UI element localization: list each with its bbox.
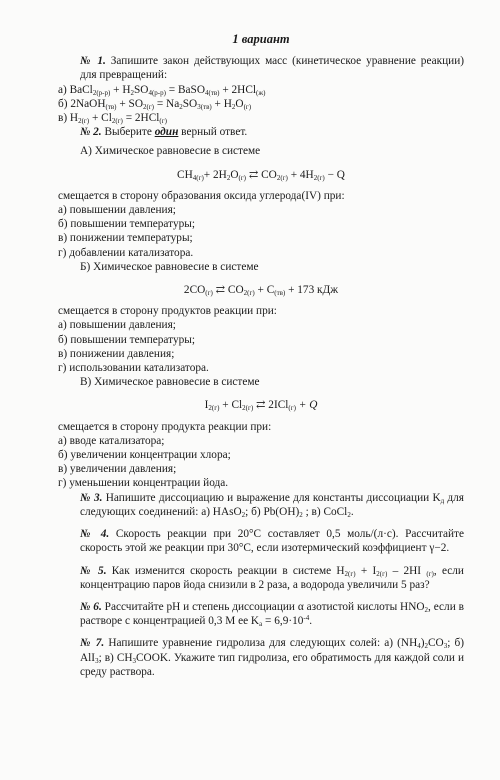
- part-b-option: г) использовании катализатора.: [58, 362, 209, 375]
- task-7-prompt: № 7. Напишите уравнение гидролиза для следующих солей: а) $(NH_4)_2CO_3$; б) AlI$_3$; в) $CH_3COOK$. Укажите тип гидролиза, его обратимость для каждой соли и среду раствора.: [80, 637, 465, 678]
- part-b-question: смещается в сторону продуктов реакции при:: [58, 305, 277, 318]
- part-v-option: г) уменьшении концентрации йода.: [58, 477, 229, 490]
- task-2-prompt: № 2. Выберите один верный ответ.: [80, 126, 248, 139]
- task-1-reaction-a: а) BaCl$_{2(р-р)}$ + $H_2SO_{4(р-р)}$ = BaSO$_{4(тв)}$ + 2HCl$_{(ж)}$: [58, 83, 266, 97]
- part-b-equation: $2CO_{(г)}$ ⇄ $CO_{2(г)} + C_{(тв)} + 173$ кДж: [183, 284, 339, 298]
- part-v-option: а) вводе катализатора;: [58, 434, 165, 447]
- part-v-question: смещается в сторону продукта реакции при:: [58, 420, 272, 433]
- part-a-option: в) понижении температуры;: [58, 232, 193, 245]
- task-1-text: Запишите закон действующих масс (кинетическое уравнение реакции) для превращений:: [80, 55, 464, 82]
- part-b-option: б) повышении температуры;: [58, 333, 195, 346]
- part-v-option: в) увеличении давления;: [58, 463, 177, 476]
- task-7-number: № 7.: [80, 637, 105, 650]
- part-a-question: смещается в сторону образования оксида углерода(IV) при:: [58, 189, 345, 202]
- task-2-number: № 2.: [80, 126, 102, 139]
- part-a-option: г) добавлении катализатора.: [58, 246, 194, 259]
- part-v-equation: $I_{2(г)} + Cl_{2(г)}$ ⇄ 2ICl$_{(г)}$ + Q: [204, 399, 318, 413]
- task-3-number: № 3.: [80, 491, 103, 504]
- part-a-heading: А) Химическое равновесие в системе: [80, 145, 261, 158]
- task-1-reaction-c: в) $H_{2(г)} + Cl_{2(г)} = 2HCl_{(г)}$: [58, 112, 167, 126]
- task-6-number: № 6.: [80, 600, 102, 613]
- part-a-option: б) повышении температуры;: [58, 218, 195, 231]
- part-v-heading: В) Химическое равновесие в системе: [80, 376, 260, 389]
- task-1-number: № 1.: [80, 55, 106, 68]
- part-a-equation: $CH_{4(г)}+ 2H_2O_{(г)}$ ⇄ $CO_{2(г)} + 4H_{2(г)} - Q$: [177, 168, 345, 182]
- task-6-prompt: № 6. Рассчитайте pH и степень диссоциации α азотистой кислоты $HNO_2$, если в растворе с концентрацией 0,3 М ее $K_а = 6,9\cdot 10^{-4}$.: [80, 600, 464, 629]
- task-2-emphasis: один: [154, 126, 179, 139]
- part-a-option: а) повышении давления;: [58, 204, 176, 217]
- part-b-heading: Б) Химическое равновесие в системе: [80, 260, 259, 273]
- part-v-option: б) увеличении концентрации хлора;: [58, 449, 231, 462]
- page-title: 1 вариант: [232, 32, 290, 46]
- task-3-prompt: № 3. Напишите диссоциацию и выражение для константы диссоциации $K_д$ для следующих соединений: а) HAsO$_2$; б) $Pb(OH)_2$ ; в) CoCl$_2$.: [80, 491, 465, 519]
- task-1-prompt: [58, 54, 464, 82]
- part-b-option: а) повышении давления;: [58, 319, 176, 332]
- task-5-prompt: № 5. Как изменится скорость реакции в системе $H_{2(г)} + I_{2(г)} - 2HI$ $_{(г)}$, если концентрацию паров йода снизили в 2 раза, а водорода увеличили 5 раз?: [80, 564, 464, 591]
- task-1-reaction-b: б) 2NaOH$_{(тв)}$ + $SO_{2(г)} = Na_2SO_{3(тв)} + H_2O_{(г)}$: [58, 97, 252, 111]
- part-b-option: в) понижении давления;: [58, 347, 175, 360]
- task-4-number: № 4.: [80, 528, 110, 541]
- task-5-number: № 5.: [80, 564, 107, 577]
- task-4-prompt: № 4. Скорость реакции при 20°С составляет 0,5 моль/(л·с). Рассчитайте скорость этой же реакции при 30°С, если изотермический коэффициент γ−2.: [80, 528, 464, 555]
